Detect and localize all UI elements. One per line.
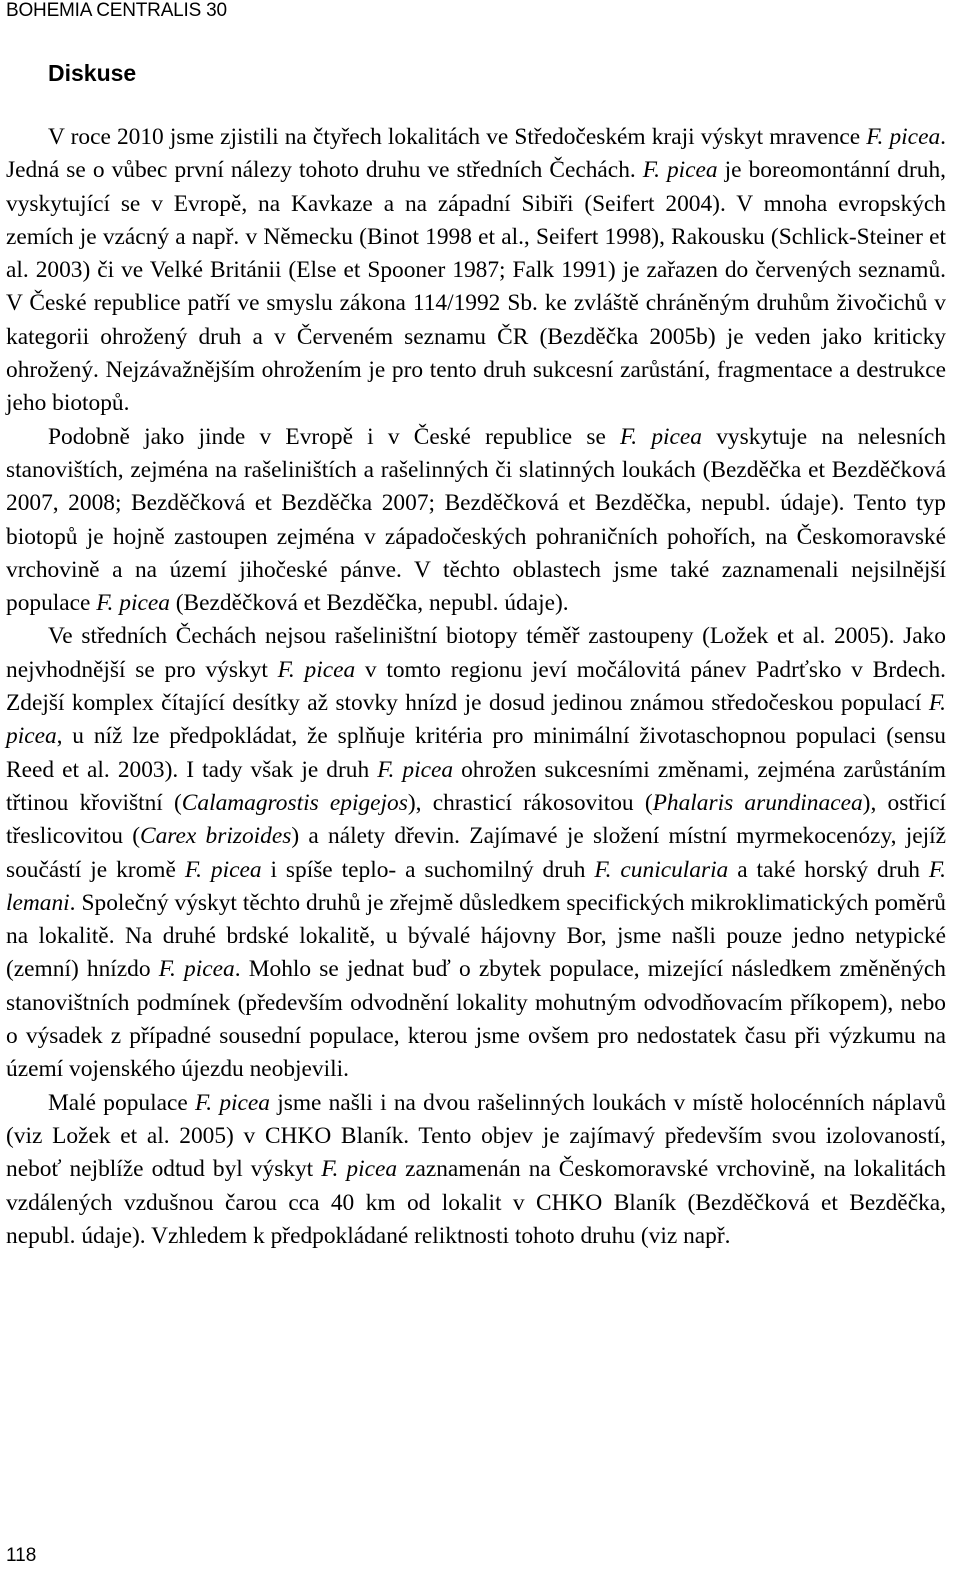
italic-term: Phalaris arundinacea [652, 789, 863, 816]
italic-term: F. picea [277, 656, 356, 683]
italic-term: F. picea [158, 956, 235, 983]
text-run: zaznamenán na Českomoravské vrchovině, na lokalitách vzdálených vzdušnou čarou cca 40 km od lokalit v CHKO Blaník (Bezděčková et Bezděčka, nepubl. údaje). Vzhledem k předpokládané reliktnosti tohoto druhu (viz např. [6, 1156, 946, 1249]
text-run: Malé populace [48, 1089, 195, 1116]
italic-term: F. picea [642, 157, 718, 184]
italic-term: F. cunicularia [594, 856, 729, 883]
italic-term: F. picea [377, 756, 454, 783]
text-run: ohrožen sukcesními změnami, zejména zarůstáním třtinou křovištní ( [6, 756, 946, 816]
italic-term: Carex brizoides [139, 823, 292, 850]
italic-term: F. lemani [6, 856, 946, 916]
text-run: v tomto regionu jeví močálovitá pánev Padrťsko v Brdech. Zdejší komplex čítající desítky až stovky hnízd je dosud jedinou známou středočeskou populací [6, 656, 946, 717]
text-run: a také horský druh [728, 856, 929, 883]
text-run: i spíše teplo- a suchomilný druh [261, 856, 595, 883]
italic-term: F. picea [321, 1156, 398, 1183]
italic-term: F. picea [6, 690, 946, 750]
text-run: jsme našli i na dvou rašelinných loukách v místě holocénních náplavů (viz Ložek et al. 2005) v CHKO Blaník. Tento objev je zajímavý především svou izolovaností, neboť nejblíže odtud byl výskyt [6, 1089, 946, 1183]
text-run: . Mohlo se jednat buď o zbytek populace, mizející následkem změněných stanovištních podmínek (především odvodnění lokality mohutným odvodňovacím příkopem), nebo o výsadek z případné sousední populace, kterou jsme ovšem pro nedostatek času při výzkumu na území vojenského újezdu neobjevili. [6, 956, 946, 1083]
text-run: vyskytuje na nelesních stanovištích, zejména na rašeliništích a rašelinných či slatinných loukách (Bezděčka et Bezděčková 2007, 2008; Bezděčková et Bezděčka 2007; Bezděčková et Bezděčka, nepubl. údaje). Tento typ biotopů je hojně zastoupen zejména v západočeských pohraničních pohořích, na Českomoravské vrchovině a na území jihočeské pánve. V těchto oblastech jsme také zaznamenali nejsilnější populace [6, 423, 946, 617]
body-paragraph [6, 620, 946, 1086]
text-run: . Jedná se o vůbec první nálezy tohoto druhu ve středních Čechách. [6, 124, 946, 184]
italic-term: F. picea [194, 1089, 271, 1116]
italic-term: F. picea [866, 124, 941, 150]
text-run: ) a nálety dřevin. Zajímavé je složení místní myrmekocenózy, jejíž součástí je kromě [6, 823, 946, 883]
italic-term: F. picea [184, 856, 262, 883]
running-head: BOHEMIA CENTRALIS 30 [6, 0, 227, 21]
text-run: (Bezděčková et Bezděčka, nepubl. údaje). [169, 590, 569, 617]
body-paragraph [6, 121, 946, 421]
text-run: Ve středních Čechách nejsou rašeliništní biotopy téměř zastoupeny (Ložek et al. 2005). Jako nejvhodnější se pro výskyt [6, 623, 946, 683]
body-paragraph [6, 1087, 946, 1253]
body-paragraph [6, 421, 946, 621]
body-text [6, 121, 946, 1253]
italic-term: F. picea [96, 590, 170, 617]
italic-term: Calamagrostis epigejos [181, 789, 408, 816]
text-run: , u níž lze předpokládat, že splňuje kritéria pro minimální životaschopnou populaci (sensu Reed et al. 2003). I tady však je druh [6, 723, 946, 783]
italic-term: F. picea [620, 423, 703, 450]
text-run: . Společný výskyt těchto druhů je zřejmě důsledkem specifických mikroklimatických poměrů na lokalitě. Na druhé brdské lokalitě, u bývalé hájovny Bor, jsme našli pouze jedno netypické (zemní) hnízdo [6, 889, 946, 983]
page-number: 118 [6, 1545, 37, 1566]
text-run: Podobně jako jinde v Evropě i v České republice se [48, 423, 621, 450]
section-heading: Diskuse [48, 60, 137, 86]
text-run: je boreomontánní druh, vyskytující se v Evropě, na Kavkaze a na západní Sibiři (Seifert 2004). V mnoha evropských zemích je vzácný a např. v Německu (Binot 1998 et al., Seifert 1998), Rakousku (Schlick-Steiner et al. 2003) či ve Velké Británii (Else et Spooner 1987; Falk 1991) je zařazen do červených seznamů. V České republice patří ve smyslu zákona 114/1992 Sb. ke zvláště chráněným druhům živočichů v kategorii ohrožený druh a v Červeném seznamu ČR (Bezděčka 2005b) je veden jako kriticky ohrožený. Nejzávažnějším ohrožením je pro tento druh sukcesní zarůstání, fragmentace a destrukce jeho biotopů. [6, 157, 946, 417]
text-run: ), ostřicí třeslicovitou ( [6, 789, 946, 850]
text-run: V roce 2010 jsme zjistili na čtyřech lokalitách ve Středočeském kraji výskyt mravence [48, 124, 867, 150]
text-run: ), chrasticí rákosovitou ( [407, 789, 653, 816]
